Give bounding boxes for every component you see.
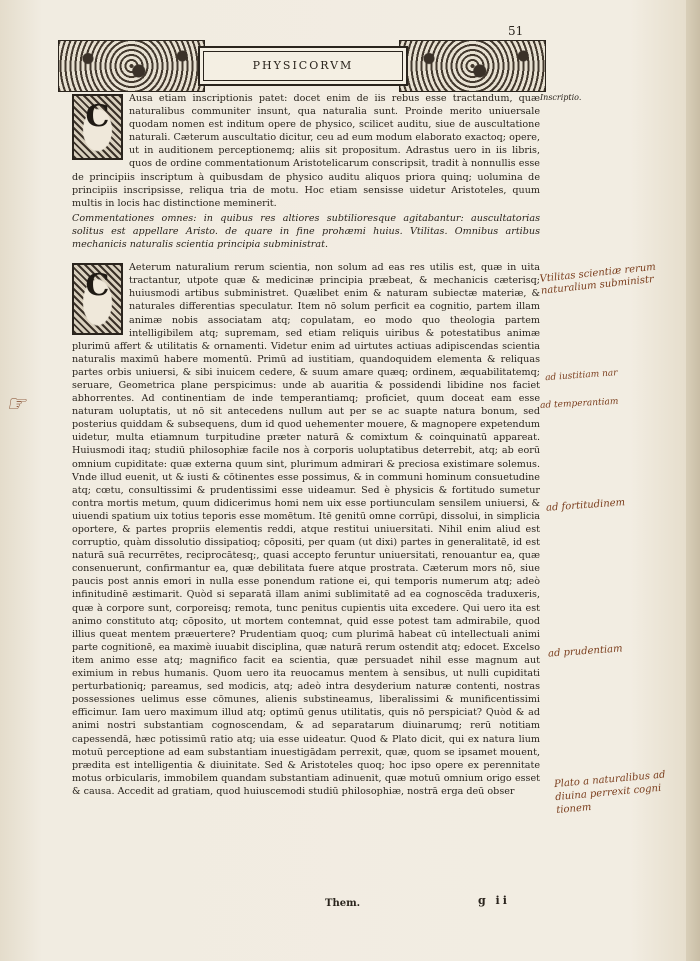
catchword: Them. <box>325 898 361 909</box>
handwritten-note: ad iustitiam nar <box>544 368 618 384</box>
header-ornament-band <box>58 40 546 90</box>
ornament-right-icon <box>399 40 546 92</box>
handwritten-note: ad fortitudinem <box>545 497 626 514</box>
running-title-frame <box>198 46 408 86</box>
handwritten-note: ad temperantiam <box>539 396 619 411</box>
ornament-left-icon <box>58 40 205 92</box>
handwritten-note: Plato a naturalibus ad diuina perrexit cogni tionem <box>553 769 666 817</box>
manicule-icon: ☞ <box>6 392 26 417</box>
drop-cap-initial: C <box>72 94 123 160</box>
paragraph-utility <box>72 261 540 798</box>
handwritten-note: Vtilitas scientiæ rerum naturalium subministr <box>539 261 657 297</box>
binding-gutter <box>686 0 700 961</box>
page-number: 51 <box>508 24 524 38</box>
running-title: PHYSICORVM <box>252 59 354 72</box>
main-text <box>72 92 540 798</box>
paragraph-inscription <box>72 92 540 210</box>
handwritten-note: ad prudentiam <box>547 643 623 660</box>
printed-side-note: Inscriptio. <box>540 93 582 102</box>
commentary-note: Commentationes omnes: in quibus res altiores subtilioresque agitabantur: auscultatorias solitus est appellare Aristo. de quare in fine prohæmi huius. Vtilitas. Omnibus artibus mechanicis naturalis scientia principia subministrat. <box>72 212 540 251</box>
drop-cap-initial: C <box>72 263 123 335</box>
paragraph-text: Aeterum naturalium rerum scientia, non solum ad eas res utilis est, quæ in uita tractantur, utpote quæ & medicinæ principia præbeat, & mechanicis cæterisq; huiusmodi artibus subministret. Quælibet enim & naturam subiectæ materiæ, & naturales differentias speculatur. Item nō solum perficit ea cognitio, partem illam animæ nobis associatam atq; copulatam, eo modo quo theologia partem intelligibilem atq; supremam, sed etiam reliquis uiribus & potestatibus animæ plurimū affert & utilitatis & ornamenti. Videtur enim ad uirtutes actiuas adipiscendas scientia naturalis maximū habere momentū. Primū ad iustitiam, quandoquidem elementa & reliquas partes orbis uniuersi, & sibi inuicem cedere, & suum amare quæq; ordinem, æquabilitatemq; seruare, Geometrica plane perspicimus: unde ab auaritia & possidendi libidine nos faciet abhorrentes. Ad continentiam de inde temperantiamq; proficiet, quum doceat eam esse naturam uoluptatis, ut nō sit antecedens nullum aut per se ac suapte natura bonum, sed posterius quiddam & subsequens, dum id quod uehementer mouere, & magnopere expetendum uidetur, multa etiamnum turpitudine præter naturā & comixtum & coinquinatū appareat. Huiusmodi itaq; studiū philosophiæ facile nos à corporis uoluptatibus deterrebit, atq; ab eorū omnium cupiditate: quæ externa quum sint, plurimum admirari & preciosa existimare solemus. Vnde illud euenit, ut & iusti & cōtinentes esse possimus, & in communi hominum consuetudine atq; cœtu, consultissimi & prudentissimi esse uideamur. Sed è physicis & fortitudo sumetur contra mortis metum, quum didicerimus homi nem uix esse portiunculam sensilem uniuersi, & uiuendi spatium uix totius teporis esse momētum. Itē genitū omne corrūpi, dissolui, in simplicia oportere, & partes propriis elementis reddi, atque restitui uniuersitati. Nihil enim aliud est corruptio, quàm dissolutio dissipatioq; cōpositi, per quam (ut dixi) partes in generalitatē, id est naturā suā recurrētes, reciprocātesq;, quasi accepto feruntur uniuersitati, renouantur ea, quæ consenuerunt, confirmantur ea, quæ debilitata fuere atque prostrata. Cæterum mors nō, siue paucis post annis emori in nulla esse ponendum ratione ei, qui temporis numerum atq; adeò infinitudinē æstimarit. Quòd si separatā illam animi sublimitatē ad ea cognoscēda traduxeris, quæ à corpore sunt, corporeisq; remota, tunc penitus cupientis uita excedere. Qui uero ita est animo constituto atq; cōposito, ut mortem contemnat, quid esse potest tam admirabile, quod illius queat mentem præuertere? Prudentiam quoq; cum plurimā habeat cū intellectuali animi parte cognitionē, ea maximè iuuabit disciplina, quæ naturā rerum ostendit atq; edocet. Excelso item animo esse atq; magnifico facit ea scientia, quæ persuadet nihil esse magnum aut eximium in rebus humanis. Quom uero ita reuocamus mentem à sensibus, ut nulli cupiditati perturbationiq; pareamus, sed modicis, atq; adeò intra desyderium naturæ contenti, nostras possessiones uelimus esse cōmunes, alienis substineamus, liberalissimi & munificentissimi efficimur. Iam uero maximum illud atq; optimū genus utilitatis, quis nō perspiciat? Quòd & ad animi nostri substantiam cognoscendam, & ad separatarum diuinarumq; rerū notitiam capessendā, hæc potissimū ratio atq; uia esse uideatur. Quod & Plato dicit, qui ex natura lium motuū perceptione ad eam substantiam inuestigādam perrexit, quæ, quom se ipsamet mouent, prædita est intelligentia & diuinitate. Sed & Aristoteles quoq; hoc ipso opere ex perennitate motus orbicularis, immobilem quandam substantiam adinuenit, quæ motuū omnium origo esset & causa. Accedit ad gratiam, quod huiuscemodi studiū philosophiæ, nostrā erga deū obser <box>72 262 540 797</box>
signature-mark: g ii <box>478 894 510 907</box>
paragraph-text: Ausa etiam inscriptionis patet: docet enim de iis rebus esse tractandum, quæ naturalibus communiter insunt, qua naturalia sunt. Proinde merito uniuersale quodam nomen est inditum opere de physico, scilicet auditu, siue de auscultatione naturali. Cæterum auscultatio dicitur, ceu ad eum modum elaborato exactoq; opere, ut in auditionem perceptionemq; aliis sit propositum. Adrastus uero in iis libris, quos de ordine commentationum Aristotelicarum conscripsit, tradit à nonnullis esse de principiis inscriptum à quibusdam de physico auditu aliquos priora quinq; uolumina de principiis inscripsisse, reliqua tria de motu. Hoc etiam sensisse uidetur Aristoteles, quum multis in locis hac distinctione meminerit. <box>72 93 540 209</box>
